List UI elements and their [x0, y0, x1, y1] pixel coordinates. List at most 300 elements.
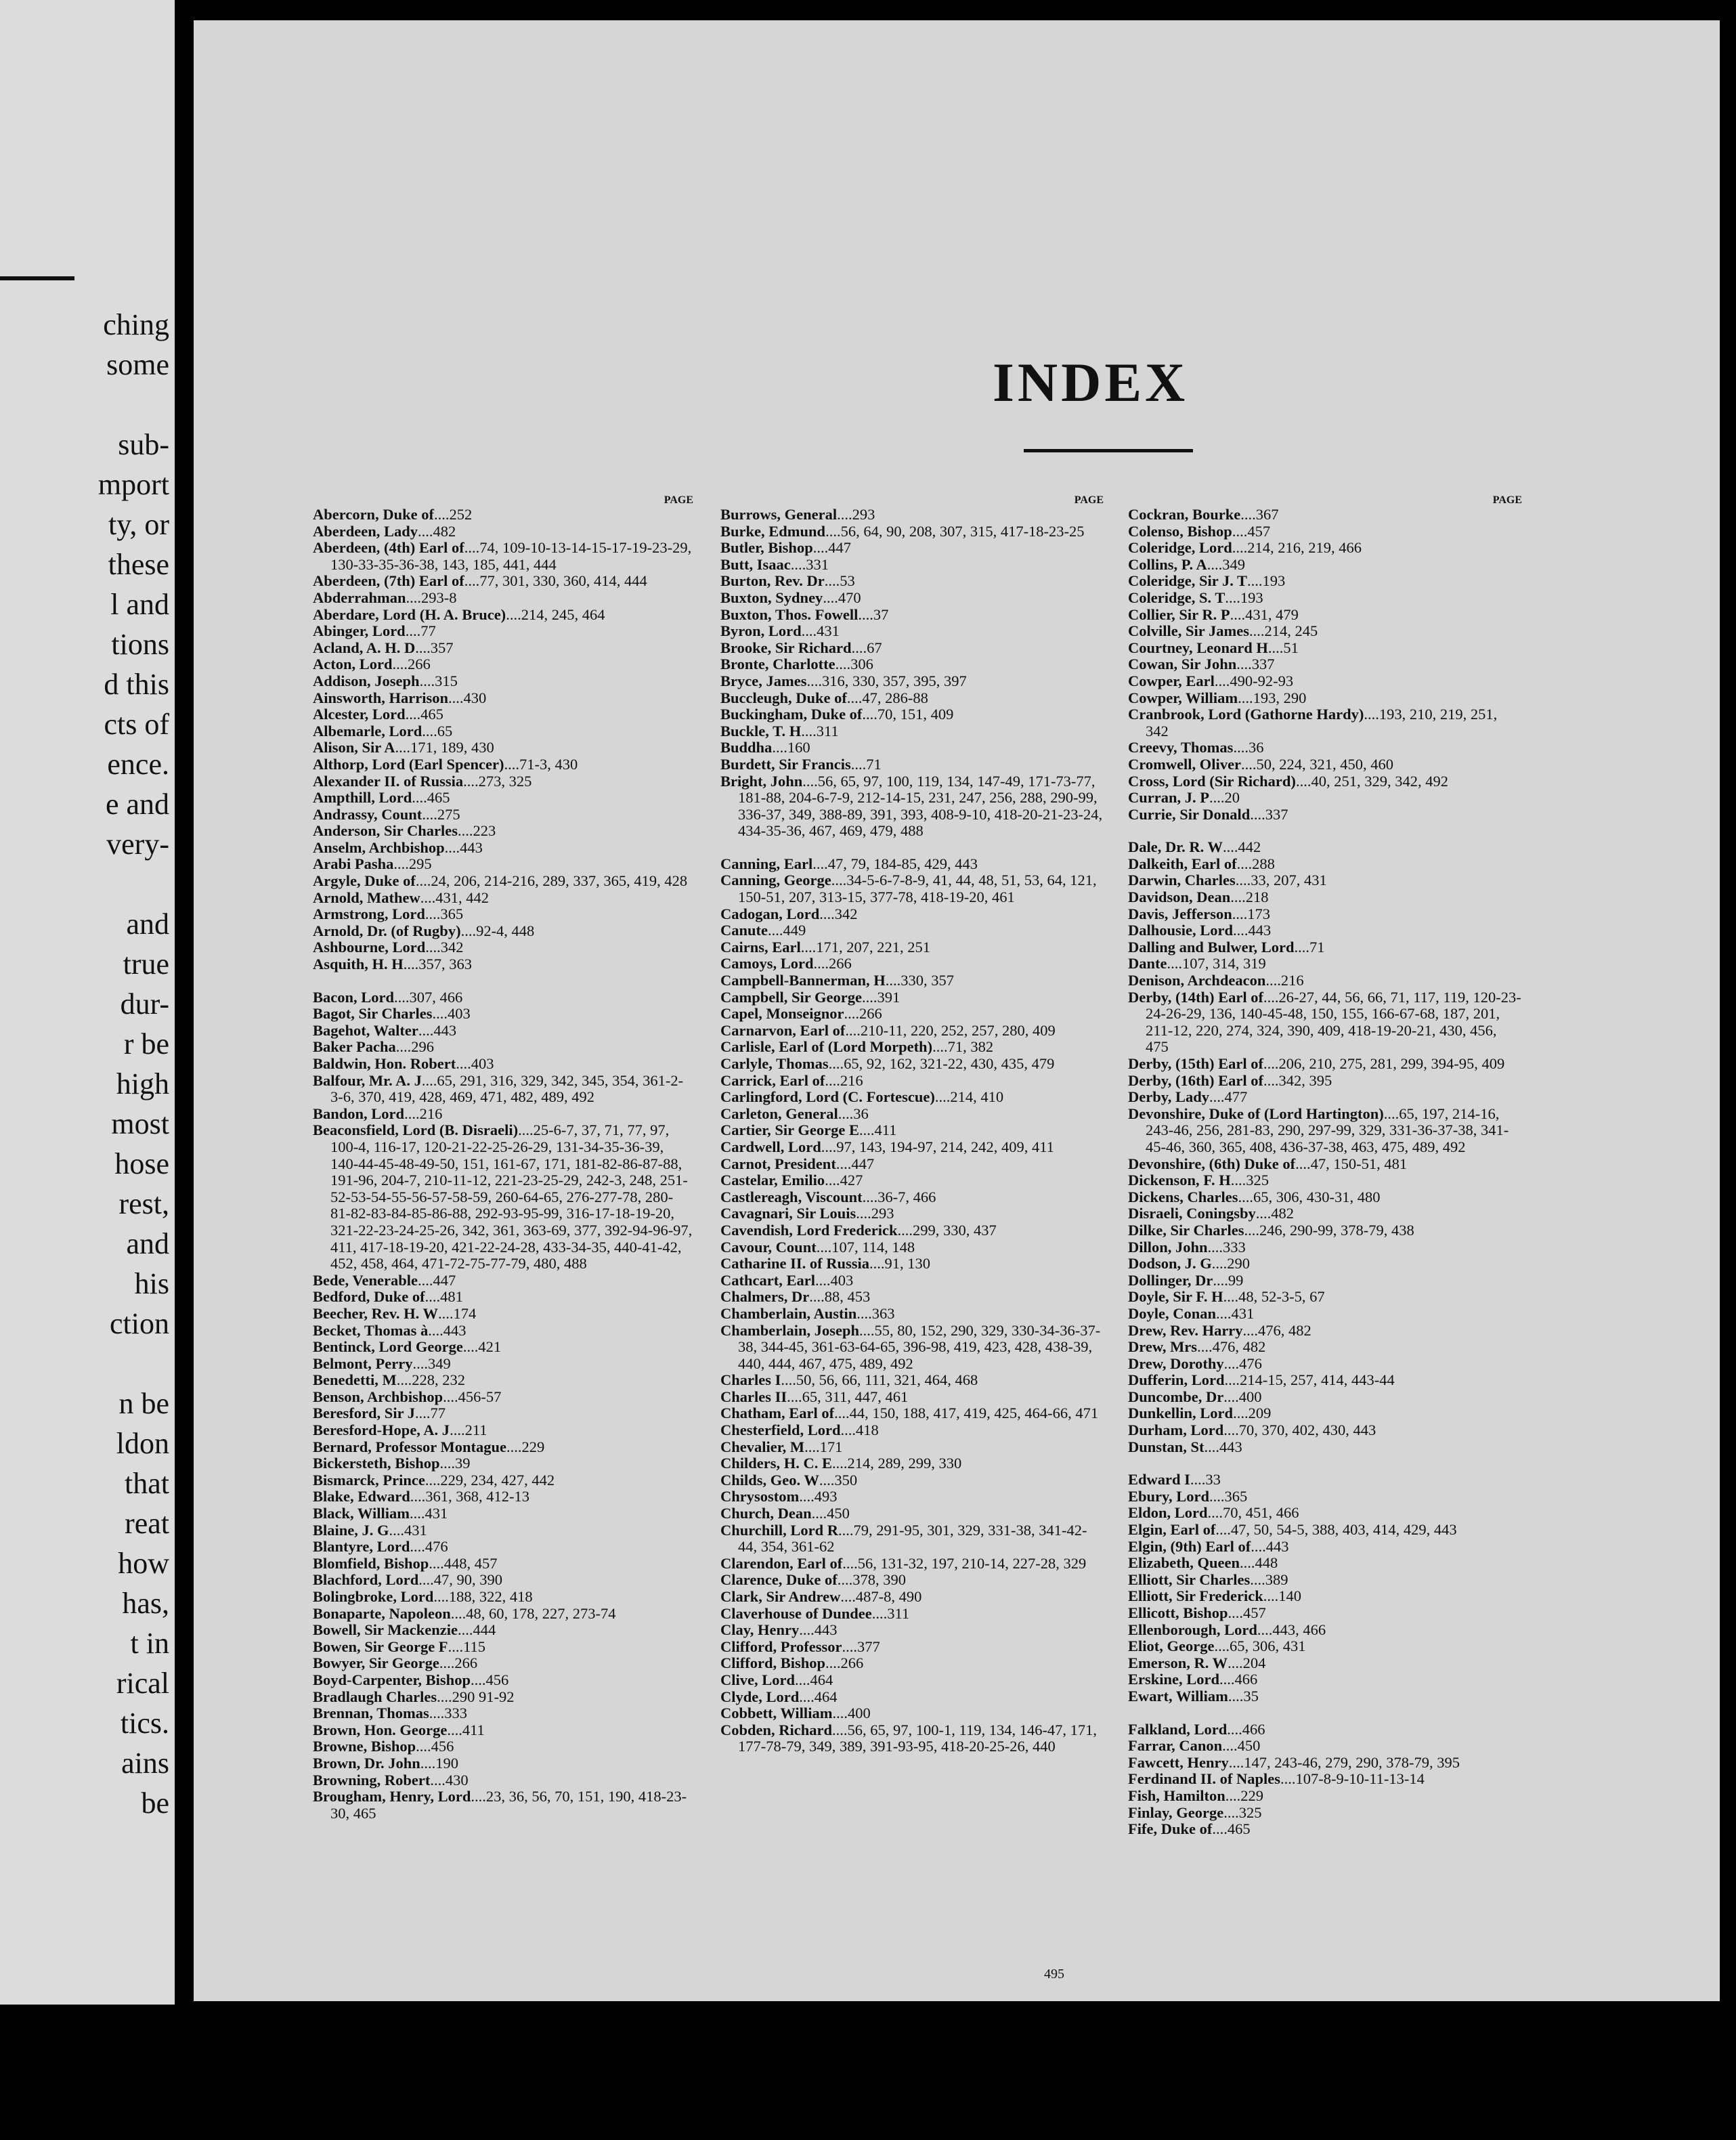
index-entry-heading: Aberdare, Lord (H. A. Bruce) — [313, 605, 506, 623]
index-entry — [720, 623, 1104, 640]
index-entry — [313, 856, 693, 873]
index-entry — [1128, 756, 1522, 773]
dot-leader: .... — [1250, 1570, 1265, 1588]
index-entry — [313, 1356, 693, 1373]
index-entry — [313, 540, 693, 573]
index-entry-heading: Elgin, Earl of — [1128, 1521, 1216, 1539]
index-entry-heading: Butler, Bishop — [720, 539, 813, 557]
dot-leader: .... — [795, 1671, 810, 1688]
dot-leader: .... — [858, 605, 873, 623]
index-entry-heading: Buckle, T. H — [720, 722, 802, 740]
dot-leader: .... — [871, 1604, 888, 1622]
index-entry-heading: Childs, Geo. W — [720, 1471, 819, 1489]
index-entry-heading: Buddha — [720, 739, 773, 756]
index-entry-heading: Bradlaugh Charles — [313, 1688, 437, 1705]
index-entry-heading: Canning, Earl — [720, 855, 813, 872]
index-entry-heading: Derby, (15th) Earl of — [1128, 1055, 1263, 1072]
dot-leader: .... — [464, 572, 480, 590]
index-entry-heading: Benson, Archbishop — [313, 1388, 443, 1405]
index-entry — [313, 773, 693, 790]
dot-leader: .... — [1215, 1521, 1231, 1539]
index-entry-pages: 37 — [873, 605, 889, 623]
index-entry-pages: 450 — [827, 1505, 850, 1522]
index-entry — [720, 939, 1104, 956]
index-entry-heading: Dalling and Bulwer, Lord — [1128, 938, 1295, 956]
index-entry — [1128, 590, 1522, 607]
index-entry — [1128, 623, 1522, 640]
dot-leader: .... — [825, 1172, 840, 1189]
index-page — [194, 20, 1720, 2001]
index-entry — [720, 1256, 1104, 1272]
index-entry-heading: Ferdinand II. of Naples — [1128, 1770, 1281, 1788]
index-entry-pages: 193 — [1240, 588, 1263, 606]
index-entry — [1128, 1056, 1522, 1073]
index-entry-pages: 71 — [866, 755, 882, 773]
index-entry — [1128, 673, 1522, 690]
index-entry-heading: Doyle, Sir F. H — [1128, 1288, 1223, 1306]
index-entry-pages: 465 — [427, 789, 450, 807]
index-entry-heading: Alison, Sir A — [313, 739, 395, 756]
index-entry-heading: Coleridge, S. T — [1128, 588, 1225, 606]
index-entry-heading: Burton, Rev. Dr — [720, 572, 825, 590]
index-entry — [1128, 856, 1522, 873]
index-entry-pages: 315 — [435, 672, 458, 689]
dot-leader: .... — [1233, 922, 1249, 939]
index-entry-heading: Curran, J. P — [1128, 789, 1209, 807]
index-entry — [720, 590, 1104, 607]
dot-leader: .... — [838, 1105, 854, 1122]
index-entry — [1128, 1588, 1522, 1605]
index-entry — [1128, 1805, 1522, 1822]
index-entry-pages: 216 — [1280, 972, 1304, 989]
index-entry-heading: Chesterfield, Lord — [720, 1421, 841, 1439]
dot-leader: .... — [846, 689, 863, 706]
index-entry-pages: 65 — [437, 722, 453, 740]
page-column-header: PAGE — [664, 494, 693, 506]
index-entry-heading: Devonshire, Duke of (Lord Hartington) — [1128, 1105, 1384, 1122]
index-entry — [720, 1655, 1104, 1672]
index-entry-heading: Clifford, Professor — [720, 1638, 842, 1655]
index-entry — [720, 1089, 1104, 1106]
left-page-line: tics. — [120, 1707, 169, 1740]
index-entry-pages: 443 — [443, 1321, 466, 1339]
index-entry-heading: Derby, Lady — [1128, 1088, 1210, 1106]
index-entry-pages: 266 — [408, 656, 431, 673]
index-entry — [720, 1289, 1104, 1306]
index-entry-heading: Clarence, Duke of — [720, 1571, 838, 1589]
index-entry-heading: Clarendon, Earl of — [720, 1554, 843, 1572]
index-entry-heading: Becket, Thomas à — [313, 1321, 429, 1339]
index-entry-pages: 65, 311, 447, 461 — [802, 1388, 909, 1405]
index-entry-pages: 71 — [1309, 938, 1325, 956]
index-entry-heading: Cromwell, Oliver — [1128, 755, 1242, 773]
index-entry-pages: 427 — [840, 1172, 863, 1189]
index-entry — [1128, 1356, 1522, 1373]
dot-leader: .... — [1216, 1304, 1232, 1322]
dot-leader: .... — [821, 1138, 837, 1155]
left-page-line: tions — [111, 628, 169, 661]
dot-leader: .... — [787, 1388, 802, 1405]
index-entry — [313, 989, 693, 1006]
index-entry-pages: 53 — [840, 572, 855, 590]
index-entry-heading: Abinger, Lord — [313, 622, 406, 640]
index-entry-pages: 449 — [783, 922, 806, 939]
index-entry — [720, 1639, 1104, 1656]
index-entry — [313, 1472, 693, 1489]
dot-leader: .... — [1224, 1371, 1240, 1389]
left-page-line: ains — [121, 1747, 169, 1780]
left-page-line: cts of — [104, 708, 169, 741]
index-entry-heading: Arabi Pasha — [313, 855, 394, 873]
left-page-line: some — [106, 348, 169, 381]
index-entry — [313, 640, 693, 657]
index-entry-pages: 214, 216, 219, 466 — [1247, 539, 1362, 557]
dot-leader: .... — [800, 938, 817, 956]
index-entry — [313, 1122, 693, 1272]
index-entry-pages: 431 — [817, 622, 840, 640]
index-entry-heading: Buxton, Sydney — [720, 588, 823, 606]
index-entry — [720, 1156, 1104, 1173]
index-entry-heading: Carlisle, Earl of (Lord Morpeth) — [720, 1038, 933, 1056]
index-entry — [313, 790, 693, 807]
index-entry-heading: Cartier, Sir George E — [720, 1121, 859, 1139]
index-entry — [313, 1372, 693, 1389]
dot-leader: .... — [859, 1121, 875, 1139]
index-entry-pages: 40, 251, 329, 342, 492 — [1311, 772, 1448, 790]
index-entry — [720, 1039, 1104, 1056]
index-entry — [720, 972, 1104, 989]
left-page-line: rical — [116, 1667, 169, 1700]
dot-leader: .... — [415, 1405, 431, 1422]
index-entry-pages: 107, 114, 148 — [831, 1238, 915, 1256]
index-entry-pages: 36 — [853, 1105, 869, 1122]
index-entry-pages: 431, 479 — [1245, 605, 1299, 623]
index-entry — [313, 823, 693, 840]
index-entry — [1128, 740, 1522, 756]
dot-leader: .... — [1204, 1438, 1220, 1455]
dot-leader: .... — [1213, 1271, 1228, 1289]
index-entry-pages: 403 — [830, 1271, 854, 1289]
dot-leader: .... — [1263, 988, 1279, 1006]
page-title: INDEX — [993, 351, 1189, 413]
dot-leader: .... — [813, 955, 829, 972]
dot-leader: .... — [406, 588, 422, 606]
index-entry-pages: 365 — [440, 905, 464, 923]
dot-leader: .... — [1207, 1238, 1223, 1256]
index-entry-pages: 147, 243-46, 279, 290, 378-79, 395 — [1244, 1753, 1460, 1771]
index-entry — [313, 1289, 693, 1306]
index-entry — [1128, 1222, 1522, 1239]
index-entry — [720, 1589, 1104, 1606]
left-page-line: ence. — [107, 748, 169, 781]
index-entry — [1128, 557, 1522, 574]
index-entry-heading: Beresford, Sir J — [313, 1405, 416, 1422]
index-entry — [1128, 1555, 1522, 1572]
index-entry — [313, 1772, 693, 1789]
index-entry — [1128, 1372, 1522, 1389]
dot-leader: .... — [1225, 588, 1240, 606]
index-entry-heading: Armstrong, Lord — [313, 905, 425, 923]
index-entry — [720, 1389, 1104, 1406]
index-entry — [313, 1572, 693, 1589]
dot-leader: .... — [421, 1071, 437, 1089]
index-entry-heading: Acland, A. H. D — [313, 639, 416, 656]
dot-leader: .... — [429, 1554, 444, 1572]
index-entry-pages: 337 — [1265, 805, 1288, 823]
index-entry-heading: Baldwin, Hon. Robert — [313, 1055, 456, 1072]
index-entry-pages: 56, 65, 97, 100-1, 119, 134, 146-47, 171, 177-78-79, 349, 389, 391-93-95, 418-20-25-26, 440 — [738, 1721, 1098, 1755]
index-entry — [1128, 706, 1522, 740]
index-entry-heading: Doyle, Conan — [1128, 1304, 1217, 1322]
index-entry-pages: 39 — [455, 1455, 471, 1472]
index-entry-heading: Buccleugh, Duke of — [720, 689, 847, 706]
index-entry — [1128, 1106, 1522, 1156]
left-page-line — [7, 385, 169, 425]
index-entry-pages: 206, 210, 275, 281, 299, 394-95, 409 — [1278, 1055, 1505, 1072]
index-entry — [720, 1505, 1104, 1522]
index-entry — [313, 1705, 693, 1722]
index-entry — [313, 1405, 693, 1422]
left-page-line: and — [126, 1227, 169, 1260]
index-entry-pages: 77 — [420, 622, 436, 640]
index-entry-pages: 443 — [1248, 922, 1272, 939]
index-entry-pages: 456 — [431, 1738, 454, 1755]
index-entry-heading: Carrick, Earl of — [720, 1071, 825, 1089]
index-entry — [1128, 922, 1522, 939]
index-entry-heading: Dollinger, Dr — [1128, 1271, 1213, 1289]
index-entry-heading: Bismarck, Prince — [313, 1471, 425, 1489]
index-entry-pages: 26-27, 44, 56, 66, 71, 117, 119, 120-23-24-26-29, 136, 140-45-48, 150, 155, 166-67-68, 187, 201, 211-12, 220, 274, 324, 390, 409, 418-19-20-21, 430, 456, 475 — [1146, 988, 1521, 1056]
index-entry-pages: 55, 80, 152, 290, 329, 330-34-36-37-38, 344-45, 361-63-64-65, 396-98, 419, 423, 428, 438-39, 440, 444, 467, 475, 489, 492 — [738, 1321, 1101, 1372]
index-entry — [1128, 807, 1522, 823]
index-entry-pages: 293 — [871, 1205, 894, 1222]
left-page-line: hose — [114, 1147, 169, 1180]
index-entry — [1128, 889, 1522, 906]
dot-leader: .... — [825, 1654, 841, 1672]
left-page-line: t in — [130, 1627, 169, 1660]
index-entry — [313, 1622, 693, 1639]
left-page-line: l and — [110, 588, 169, 621]
dot-leader: .... — [1223, 1421, 1239, 1439]
index-entry-pages: 47, 150-51, 481 — [1310, 1155, 1408, 1172]
index-entry-pages: 36-7, 466 — [877, 1188, 936, 1205]
dot-leader: .... — [1238, 689, 1253, 706]
index-entry-pages: 431, 442 — [435, 889, 489, 906]
dot-leader: .... — [819, 905, 835, 922]
dot-leader: .... — [416, 1738, 431, 1755]
dot-leader: .... — [825, 1071, 840, 1089]
index-entry-pages: 23, 36, 56, 70, 151, 190, 418-23-30, 465 — [330, 1788, 687, 1822]
index-entry — [720, 1106, 1104, 1123]
index-entry — [720, 1556, 1104, 1572]
dot-leader: .... — [457, 822, 473, 840]
index-entry-heading: Fawcett, Henry — [1128, 1753, 1229, 1771]
index-entry — [1128, 1323, 1522, 1340]
index-entry — [720, 1422, 1104, 1439]
dot-leader: .... — [804, 1438, 820, 1455]
index-entry-heading: Coleridge, Sir J. T — [1128, 572, 1248, 590]
dot-leader: .... — [1222, 1737, 1238, 1755]
index-entry — [1128, 1172, 1522, 1189]
index-entry-pages: 325 — [1238, 1803, 1262, 1821]
dot-leader: .... — [420, 889, 436, 906]
dot-leader: .... — [836, 1155, 852, 1172]
index-entry-heading: Clive, Lord — [720, 1671, 795, 1688]
index-entry-heading: Butt, Isaac — [720, 555, 791, 573]
index-entry-pages: 160 — [787, 739, 810, 756]
index-entry — [720, 1439, 1104, 1456]
index-entry — [313, 1073, 693, 1106]
index-entry-pages: 431 — [1231, 1304, 1255, 1322]
dot-leader: .... — [1207, 1504, 1223, 1522]
dot-leader: .... — [1228, 1687, 1244, 1705]
dot-leader: .... — [429, 1705, 445, 1722]
dot-leader: .... — [1233, 739, 1249, 756]
index-column-1 — [313, 494, 693, 1822]
dot-leader: .... — [1280, 1770, 1296, 1788]
dot-leader: .... — [1209, 789, 1225, 807]
index-entry-pages: 216 — [840, 1071, 863, 1089]
index-entry-pages: 65, 291, 316, 329, 342, 345, 354, 361-2-3-6, 370, 419, 428, 469, 471, 482, 489, 492 — [330, 1071, 684, 1106]
dot-leader: .... — [1240, 1554, 1255, 1572]
index-entry-heading: Drew, Rev. Harry — [1128, 1321, 1243, 1339]
index-entry-pages: 447 — [433, 1271, 456, 1289]
index-entry-pages: 443 — [814, 1621, 838, 1639]
dot-leader: .... — [837, 506, 852, 523]
index-entry — [313, 906, 693, 923]
index-entry-pages: 457 — [1247, 522, 1271, 540]
index-entry-heading: Chamberlain, Joseph — [720, 1321, 860, 1339]
index-entry-heading: Ewart, William — [1128, 1687, 1228, 1705]
index-entry-heading: Capel, Monseignor — [720, 1005, 844, 1023]
dot-leader: .... — [831, 872, 847, 889]
dot-leader: .... — [934, 1088, 951, 1106]
left-page-line: mport — [97, 468, 169, 501]
index-entry — [313, 1272, 693, 1289]
dot-leader: .... — [1230, 1172, 1246, 1189]
dot-leader: .... — [418, 522, 433, 540]
index-entry — [313, 1106, 693, 1123]
index-entry — [720, 1622, 1104, 1639]
dot-leader: .... — [470, 1671, 486, 1688]
index-entry — [720, 673, 1104, 690]
index-entry-heading: Cobden, Richard — [720, 1721, 833, 1738]
dot-leader: .... — [395, 739, 410, 756]
index-entry — [1128, 1239, 1522, 1256]
index-entry-heading: Blomfield, Bishop — [313, 1554, 429, 1572]
index-entry-heading: Carleton, General — [720, 1105, 838, 1122]
dot-leader: .... — [768, 922, 783, 939]
index-entry — [720, 557, 1104, 574]
index-entry-pages: 47, 50, 54-5, 388, 403, 414, 429, 443 — [1230, 1521, 1457, 1539]
index-entry-heading: Cockran, Bourke — [1128, 506, 1241, 523]
dot-leader: .... — [1207, 555, 1223, 573]
index-entry — [1128, 573, 1522, 590]
index-entry — [1128, 507, 1522, 523]
index-entry-pages: 443 — [1219, 1438, 1242, 1455]
index-entry-heading: Collins, P. A — [1128, 555, 1207, 573]
index-entry — [313, 1522, 693, 1539]
index-entry — [313, 590, 693, 607]
index-entry-pages: 48, 60, 178, 227, 273-74 — [466, 1604, 616, 1622]
dot-leader: .... — [444, 838, 460, 856]
index-entry-pages: 307, 466 — [409, 988, 463, 1006]
index-entry-heading: Ampthill, Lord — [313, 789, 412, 807]
dot-leader: .... — [840, 1421, 856, 1439]
index-entry-heading: Bandon, Lord — [313, 1105, 405, 1122]
dot-leader: .... — [799, 1688, 815, 1705]
dot-leader: .... — [1257, 1621, 1273, 1638]
index-entry-pages: 275 — [437, 805, 460, 823]
index-entry-pages: 391 — [877, 988, 900, 1006]
index-entry — [313, 1672, 693, 1689]
index-entry — [720, 1323, 1104, 1373]
index-entry-pages: 295 — [408, 855, 432, 873]
index-entry — [720, 723, 1104, 740]
index-entry-pages: 306 — [850, 656, 873, 673]
index-entry-heading: Elliott, Sir Frederick — [1128, 1587, 1263, 1605]
index-entry-heading: Aberdeen, (4th) Earl of — [313, 539, 464, 557]
dot-leader: .... — [1232, 905, 1248, 922]
index-entry-pages: 481 — [440, 1288, 463, 1306]
index-entry-heading: Addison, Joseph — [313, 672, 420, 689]
index-entry — [313, 939, 693, 956]
index-entry-heading: Bright, John — [720, 772, 803, 790]
index-entry-heading: Brennan, Thomas — [313, 1705, 429, 1722]
dot-leader: .... — [410, 1538, 425, 1556]
index-entry-heading: Derby, (14th) Earl of — [1128, 988, 1263, 1006]
dot-leader: .... — [450, 1421, 465, 1439]
index-entry — [313, 1455, 693, 1472]
index-entry-heading: Castelar, Emilio — [720, 1172, 825, 1189]
index-entry-pages: 476 — [425, 1538, 448, 1556]
index-entry-heading: Erskine, Lord — [1128, 1671, 1220, 1688]
index-entry-heading: Coleridge, Lord — [1128, 539, 1232, 557]
index-entry-pages: 342, 395 — [1278, 1071, 1332, 1089]
index-entry-heading: Drew, Mrs — [1128, 1338, 1198, 1356]
dot-leader: .... — [838, 1521, 854, 1539]
index-entry — [720, 1722, 1104, 1755]
index-entry-pages: 456-57 — [458, 1388, 502, 1405]
dot-leader: .... — [425, 905, 441, 923]
index-entry — [720, 1672, 1104, 1689]
index-entry — [313, 673, 693, 690]
index-entry-pages: 442 — [1238, 838, 1261, 856]
dot-leader: .... — [1230, 605, 1246, 623]
index-entry-pages: 266 — [829, 955, 852, 972]
dot-leader: .... — [811, 1505, 827, 1522]
index-entry-heading: Brown, Hon. George — [313, 1721, 448, 1738]
dot-leader: .... — [1241, 755, 1257, 773]
index-entry-pages: 252 — [449, 506, 473, 523]
dot-leader: .... — [432, 1005, 448, 1023]
dot-leader: .... — [462, 1338, 479, 1356]
index-entry — [313, 523, 693, 540]
dot-leader: .... — [801, 622, 817, 640]
index-entry — [1128, 690, 1522, 707]
index-entry-pages: 56, 131-32, 197, 210-14, 227-28, 329 — [857, 1554, 1087, 1572]
dot-leader: .... — [433, 506, 450, 523]
index-entry-pages: 190 — [435, 1754, 459, 1772]
index-entry — [720, 906, 1104, 923]
index-entry — [720, 1489, 1104, 1505]
index-entry-heading: Blaine, J. G — [313, 1521, 389, 1539]
index-entry-pages: 337 — [1251, 656, 1275, 673]
dot-leader: .... — [885, 972, 901, 989]
index-entry-pages: 493 — [814, 1488, 838, 1505]
dot-leader: .... — [403, 956, 419, 973]
dot-leader: .... — [1223, 1288, 1239, 1306]
